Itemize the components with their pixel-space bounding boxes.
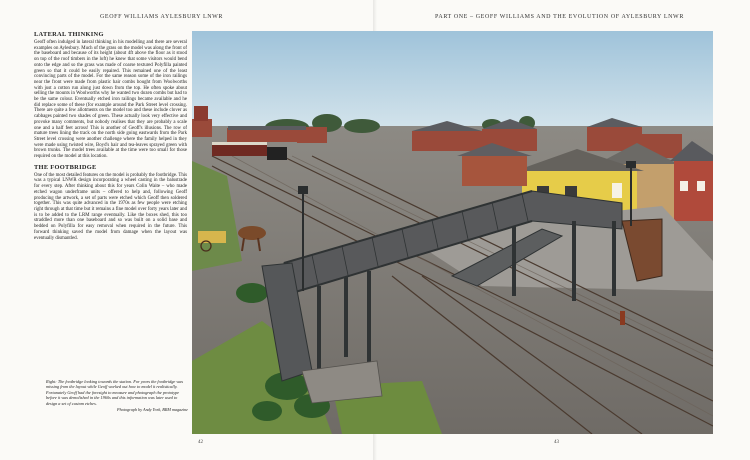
section-body-lateral-thinking: Geoff often indulged in lateral thinking in his modelling and there are several examples on Aylesbury. Much of the grass on the model was along the front of the baseboard and because of its height (about 4ft above the floor as it stood on top of the roof timbers in the loft) he knew that some visitors would bend onto the edge and so the grass was made of coarse textured Polyfilla painted green so that it could be easily repaired. This remained one of the least convincing parts of the model. For the same reason some of the iron railings near the front were made from plastic hair combs bought from Woolworths with just a cotton run along just down from the top. He often spoke about selling the mounts in Woolworths why he wanted two dozen combs but had to be the same colour. Eventually etched iron railings became available and he did replace some of these (for example around the Park Street level crossing. There are quite a few allotments on the model too and these include clover as cabbages painted two shades of green. These actually look very effective and provoke many comments, but nobody realises that they are probably a scale one and a half feet across! This is another of Geoff's illusions. The row of mature trees lining the track on the north side going eastwards from the Park Street level crossing were another challenge where the family helped in they were made using twisted wire, Boyd's hair and tea-leaves sprayed green with brown trunks. The model trees available at the time were too small for those required on the model at this location. [34,40,187,160]
caption-text: Right: The footbridge looking towards the station. For years the footbridge was missing from the layout while Geoff worked out how to model it realistically. Fortunately Geoff had the foresight to measure and photograph the prototype before it was demolished in the 1960s and this information was later used to design a set of custom etches. [46,379,184,406]
article-text-column [34,31,187,245]
section-heading-lateral-thinking: LATERAL THINKING [34,31,104,38]
running-header-right: PART ONE – GEOFF WILLIAMS AND THE EVOLUTION OF AYLESBURY LNWR [435,14,684,20]
photo-caption [46,379,188,412]
section-body-footbridge: One of the most detailed features on the model is probably the footbridge. This was a typical LNWR design incorporating a wheel casting in the balustrade for every step. After thinking about this for years Colin Waite – who made etched wagon underframe units – offered to help and, following Geoff producing the artwork, a set of parts were etched which Geoff then soldered together. This was quite advanced in the 1970s as few people were etching right through at that time but it remains a fine model over forty years later and is to be added to the LRM range eventually. Like the boxes shed, this too straddled more than one baseboard and so was built on a solid base and bedded on Polyfilla for easy removal when required in the future. This forward thinking saved the model from damage when the layout was eventually dismantled. [34,172,187,241]
page-number-left: 42 [198,440,203,445]
section-heading-footbridge: THE FOOTBRIDGE [34,163,97,171]
model-railway-photograph [192,31,713,434]
photo-credit: Photograph by Andy York, BRM magazine [117,407,188,413]
page-number-right: 43 [554,440,559,445]
running-header-left: GEOFF WILLIAMS AYLESBURY LNWR [100,14,224,20]
